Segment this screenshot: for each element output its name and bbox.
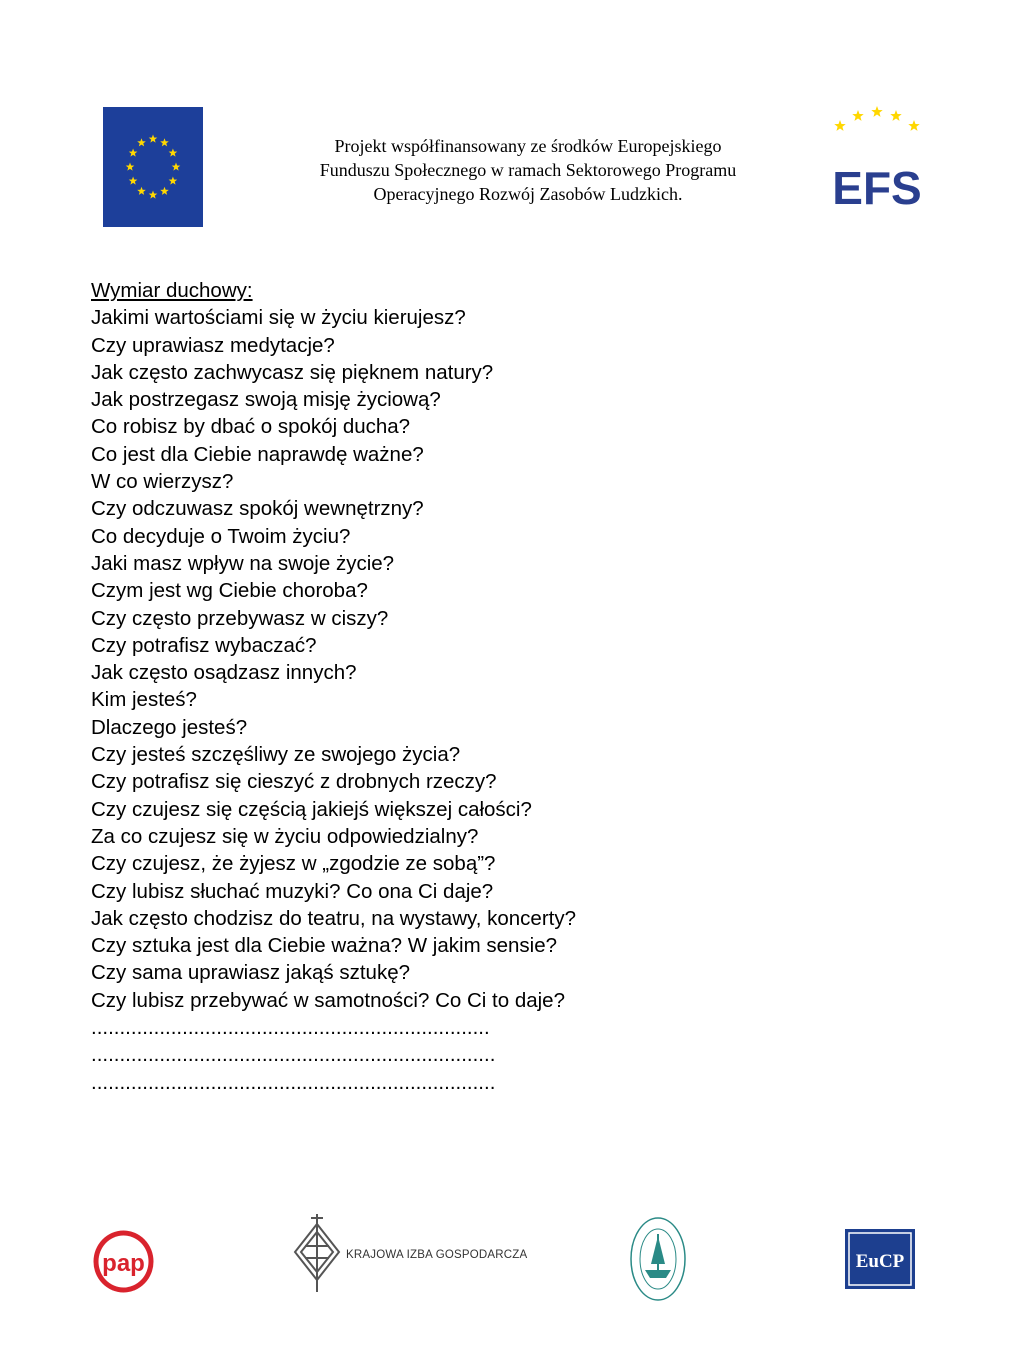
question-line: Czy sama uprawiasz jakąś sztukę? xyxy=(91,961,411,985)
efs-star-icon xyxy=(871,106,882,117)
question-line: Czy potrafisz wybaczać? xyxy=(91,633,317,657)
header-line: Funduszu Społecznego w ramach Sektorowego Programu xyxy=(319,160,737,180)
dotted-answer-line: ....................................................................... xyxy=(91,1070,496,1094)
efs-logo-text: EFS xyxy=(832,162,922,209)
efs-star-icon xyxy=(890,110,901,121)
question-line: Czy często przebywasz w ciszy? xyxy=(91,606,389,630)
dotted-answer-line: ....................................................................... xyxy=(91,1043,496,1067)
header-line: Operacyjnego Rozwój Zasobów Ludzkich. xyxy=(373,184,683,204)
section-heading: Wymiar duchowy: xyxy=(91,279,253,302)
question-line: Czy czujesz, że żyjesz w „zgodzie ze sobą”? xyxy=(91,852,496,876)
question-line: Czy potrafisz się cieszyć z drobnych rzeczy? xyxy=(91,770,497,794)
question-line: Czy uprawiasz medytacje? xyxy=(91,333,335,357)
project-header xyxy=(250,134,806,206)
eu-flag-logo xyxy=(103,107,203,227)
question-line: Co jest dla Ciebie naprawdę ważne? xyxy=(91,442,424,466)
pap-logo-text: pap xyxy=(102,1250,145,1277)
efs-logo xyxy=(832,104,922,209)
kig-logo-text: KRAJOWA IZBA GOSPODARCZA xyxy=(346,1249,528,1261)
efs-star-icon xyxy=(834,120,845,131)
question-line: Co robisz by dbać o spokój ducha? xyxy=(91,415,411,439)
question-line: Czy lubisz słuchać muzyki? Co ona Ci daje? xyxy=(91,879,494,903)
efs-star-icon xyxy=(852,110,863,121)
question-line: Jak często zachwycasz się pięknem natury? xyxy=(91,360,494,384)
question-line: Czy czujesz się częścią jakiejś większej całości? xyxy=(91,797,532,821)
question-line: Jak często chodzisz do teatru, na wystawy, koncerty? xyxy=(91,906,577,930)
question-line: Kim jesteś? xyxy=(91,688,197,712)
question-line: Jak postrzegasz swoją misję życiową? xyxy=(91,388,441,412)
question-line: Jakimi wartościami się w życiu kierujesz? xyxy=(91,306,466,330)
question-line: Czy sztuka jest dla Ciebie ważna? W jakim sensie? xyxy=(91,934,557,958)
question-line: Czy jesteś szczęśliwy ze swojego życia? xyxy=(91,743,461,767)
pap-logo xyxy=(92,1229,155,1294)
question-line: Jak często osądzasz innych? xyxy=(91,661,357,685)
question-line: Czy odczuwasz spokój wewnętrzny? xyxy=(91,497,424,521)
question-line: W co wierzysz? xyxy=(91,470,234,494)
question-line: Jaki masz wpływ na swoje życie? xyxy=(91,551,395,575)
efs-star-icon xyxy=(908,120,919,131)
question-line: Co decyduje o Twoim życiu? xyxy=(91,524,351,548)
questions-list xyxy=(91,277,576,1096)
question-line: Czy lubisz przebywać w samotności? Co Ci to daje? xyxy=(91,988,565,1012)
question-line: Za co czujesz się w życiu odpowiedzialny? xyxy=(91,824,479,848)
question-line: Czym jest wg Ciebie choroba? xyxy=(91,579,368,603)
header-line: Projekt współfinansowany ze środków Europejskiego xyxy=(334,136,722,156)
question-line: Dlaczego jesteś? xyxy=(91,715,248,739)
dotted-answer-line: ...................................................................... xyxy=(91,1016,490,1040)
sgh-logo xyxy=(629,1216,687,1302)
eucp-logo xyxy=(845,1229,915,1289)
eucp-logo-text: EuCP xyxy=(855,1251,905,1272)
